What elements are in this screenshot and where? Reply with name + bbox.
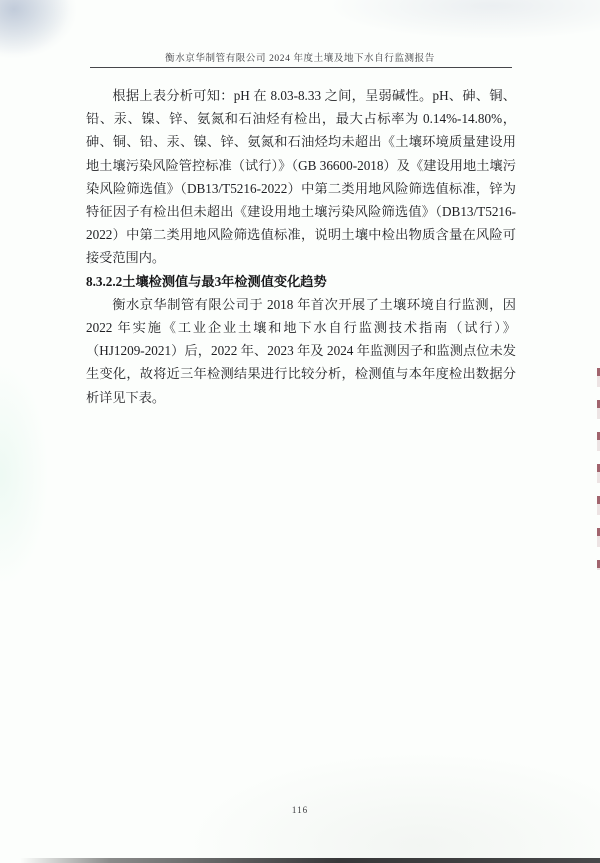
analysis-paragraph: 根据上表分析可知：pH 在 8.03-8.33 之间，呈弱碱性。pH、砷、铜、铅、汞、镍、锌、氨氮和石油烃有检出，最大占标率为 0.14%-14.80%，砷、铜、铅、汞、镍、锌、氨氮和石油烃均未超出《土壤环境质量建设用地土壤污染风险管控标准（试行）》（GB 36600-2018）及《建设用地土壤污染风险筛选值》（DB13/T5216-2022）中第二类用地风险筛选值标准，锌为特征因子有检出但未超出《建设用地土壤污染风险筛选值》（DB13/T5216-2022）中第二类用地风险筛选值标准，说明土壤中检出物质含量在风险可接受范围内。	[86, 88, 516, 266]
scan-edge-bottom-artifact	[20, 858, 600, 863]
document-header-title: 衡水京华制管有限公司 2024 年度土壤及地下水自行监测报告	[165, 54, 435, 64]
page-number: 116	[291, 805, 309, 815]
document-body	[86, 84, 516, 409]
trend-comparison-paragraph: 衡水京华制管有限公司于 2018 年首次开展了土壤环境自行监测，因 2022 年实施《工业企业土壤和地下水自行监测技术指南（试行）》（HJ1209-2021）后，2022 年、2023 年及 2024 年监测因子和监测点位未发生变化，故将近三年检测结果进行比较分析，检测值与本年度检出数据分析详见下表。	[86, 296, 516, 405]
header-rule-line	[90, 67, 512, 68]
scan-smudge-artifact	[0, 0, 70, 55]
section-heading-8-3-2-2: 8.3.2.2土壤检测值与最3年检测值变化趋势	[86, 273, 327, 289]
